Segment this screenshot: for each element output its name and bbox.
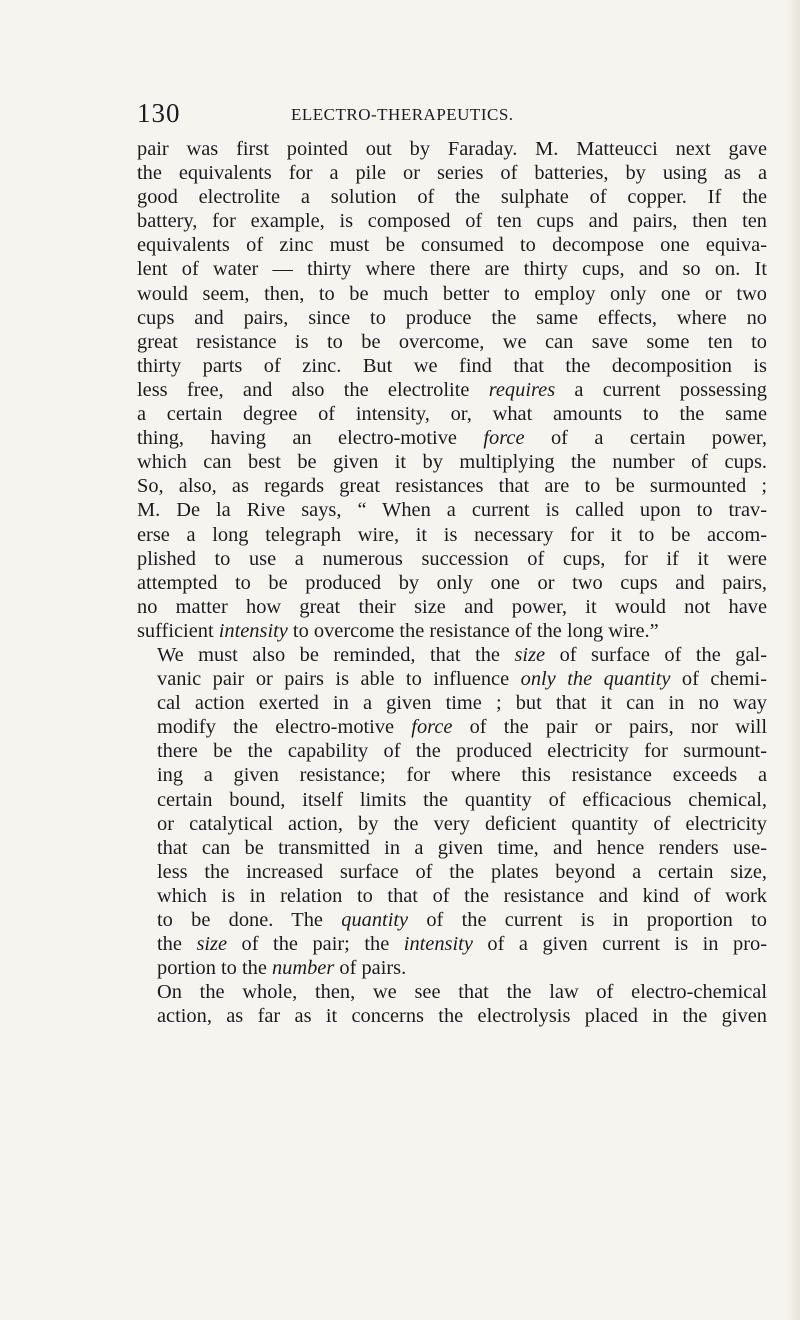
- text-run: no matter how great their size and power, it would not have: [137, 595, 767, 618]
- text-line: [137, 282, 767, 306]
- text-run: to be done. The: [157, 909, 342, 931]
- text-run: action, as far as it concerns the electrolysis placed in the given: [157, 1005, 767, 1028]
- text-line: [137, 378, 767, 402]
- text-run: great resistance is to be overcome, we can save some ten to: [137, 330, 767, 353]
- text-line: [137, 956, 767, 980]
- text-line: [137, 402, 767, 426]
- emphasis: requires: [488, 378, 556, 401]
- emphasis: only the quantity: [520, 668, 671, 691]
- text-run: cal action exerted in a given time ; but that it can in no way: [157, 692, 767, 715]
- text-run: of pairs.: [334, 957, 407, 980]
- text-line: [137, 330, 767, 354]
- text-run: cups and pairs, since to produce the same effects, where no: [137, 306, 767, 329]
- text-run: of a given current is in pro-: [472, 933, 767, 956]
- text-run: would seem, then, to be much better to employ only one or two: [137, 282, 767, 305]
- text-line: [137, 354, 767, 378]
- text-run: M. De la Rive says, “ When a current is called upon to trav-: [137, 499, 767, 522]
- text-run: the equivalents for a pile or series of batteries, by using as a: [137, 162, 767, 185]
- text-run: less the increased surface of the plates beyond a certain size,: [157, 860, 767, 883]
- text-run: attempted to be produced by only one or two cups and pairs,: [137, 571, 767, 594]
- paragraph: [137, 137, 767, 643]
- paragraph: [137, 980, 767, 1028]
- text-line: [137, 450, 767, 474]
- text-run: of surface of the gal-: [545, 643, 768, 666]
- text-line: [137, 306, 767, 330]
- text-run: thirty parts of zinc. But we find that the decomposition is: [137, 354, 767, 377]
- text-run: So, also, as regards great resistances that are to be surmounted ;: [137, 475, 767, 498]
- text-run: to overcome the resistance of the long wire.”: [287, 619, 659, 642]
- text-line: [137, 137, 767, 161]
- text-line: [137, 836, 767, 860]
- emphasis: number: [271, 957, 335, 980]
- paragraph: [137, 643, 767, 980]
- text-run: vanic pair or pairs is able to influence: [157, 668, 521, 691]
- text-line: [137, 498, 767, 522]
- text-run: We must also be reminded, that the: [157, 643, 515, 666]
- text-line: [137, 860, 767, 884]
- text-line: [137, 739, 767, 763]
- text-run: certain bound, itself limits the quantity of efficacious chemical,: [157, 788, 767, 811]
- text-line: [137, 523, 767, 547]
- text-run: portion to the: [157, 957, 272, 980]
- text-run: pair was first pointed out by Faraday. M. Matteucci next gave: [137, 138, 767, 160]
- running-title: ELECTRO-THERAPEUTICS.: [291, 105, 514, 124]
- text-line: [137, 715, 767, 739]
- text-line: [137, 691, 767, 715]
- text-line: [137, 884, 767, 908]
- text-line: [137, 980, 767, 1004]
- emphasis: size: [514, 643, 546, 666]
- text-run: of a certain power,: [524, 427, 767, 450]
- text-run: plished to use a numerous succession of cups, for if it were: [137, 547, 767, 570]
- text-run: the: [157, 933, 197, 956]
- text-run: On the whole, then, we see that the law of electro-chemical: [157, 981, 767, 1004]
- text-line: [137, 643, 767, 667]
- text-run: of the current is in proportion to: [408, 909, 767, 931]
- emphasis: size: [196, 933, 228, 956]
- emphasis: intensity: [403, 933, 473, 956]
- text-line: [137, 474, 767, 498]
- emphasis: intensity: [218, 619, 288, 642]
- text-run: there be the capability of the produced electricity for surmount-: [157, 740, 767, 763]
- text-run: less free, and also the electrolite: [137, 378, 489, 401]
- page-edge-shadow: [786, 0, 800, 1320]
- text-run: thing, having an electro-motive: [137, 427, 484, 450]
- text-run: a current possessing: [555, 378, 767, 401]
- text-line: [137, 547, 767, 571]
- text-run: good electrolite a solution of the sulphate of copper. If the: [137, 186, 767, 209]
- text-run: ing a given resistance; for where this resistance exceeds a: [157, 764, 767, 787]
- text-run: which can best be given it by multiplying the number of cups.: [137, 451, 767, 474]
- text-run: lent of water — thirty where there are thirty cups, and so on. It: [137, 258, 767, 281]
- text-run: of chemi-: [670, 668, 767, 691]
- text-line: [137, 161, 767, 185]
- text-run: a certain degree of intensity, or, what amounts to the same: [137, 403, 767, 426]
- text-run: sufficient: [137, 619, 219, 642]
- text-line: [137, 257, 767, 281]
- text-run: that can be transmitted in a given time, and hence renders use-: [157, 836, 767, 859]
- text-run: of the pair or pairs, nor will: [452, 716, 767, 739]
- text-line: [137, 619, 767, 643]
- running-head: [137, 96, 767, 132]
- text-line: [137, 763, 767, 787]
- text-line: [137, 426, 767, 450]
- text-line: [137, 185, 767, 209]
- emphasis: force: [483, 427, 525, 450]
- text-run: modify the electro-motive: [157, 716, 412, 739]
- text-run: battery, for example, is composed of ten cups and pairs, then ten: [137, 210, 767, 233]
- text-line: [137, 667, 767, 691]
- text-run: equivalents of zinc must be consumed to decompose one equiva-: [137, 234, 767, 257]
- text-line: [137, 812, 767, 836]
- emphasis: force: [411, 716, 453, 739]
- text-run: or catalytical action, by the very deficient quantity of electricity: [157, 812, 767, 835]
- text-run: erse a long telegraph wire, it is necessary for it to be accom-: [137, 523, 767, 546]
- text-line: [137, 1004, 767, 1028]
- page-number: 130: [137, 98, 181, 128]
- text-run: which is in relation to that of the resistance and kind of work: [157, 884, 767, 907]
- text-line: [137, 571, 767, 595]
- text-run: of the pair; the: [227, 933, 404, 956]
- body-text: [137, 137, 767, 1028]
- text-line: [137, 788, 767, 812]
- text-line: [137, 233, 767, 257]
- text-line: [137, 932, 767, 956]
- emphasis: quantity: [341, 909, 409, 931]
- text-line: [137, 209, 767, 233]
- text-line: [137, 595, 767, 619]
- text-line: [137, 908, 767, 932]
